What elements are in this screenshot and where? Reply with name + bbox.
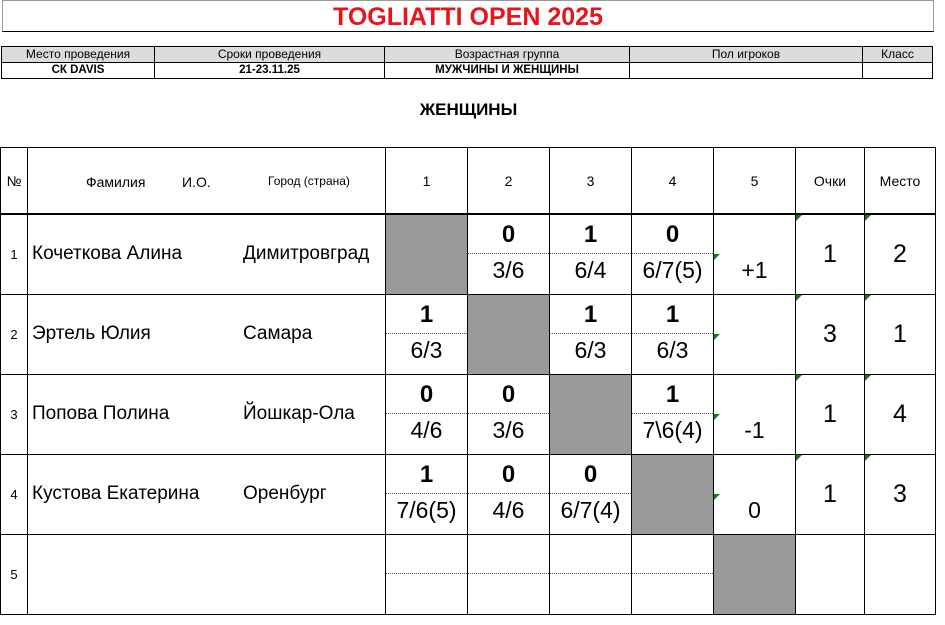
match-result-cell — [632, 214, 714, 295]
dotted-divider — [386, 413, 467, 414]
match-games: 7\6(4) — [642, 417, 703, 443]
player-city: Йошкар-Ола — [243, 403, 355, 424]
match-result-cell — [632, 295, 714, 375]
cell-note-marker — [714, 494, 720, 500]
match-result-cell — [550, 455, 632, 535]
match-result-cell — [468, 214, 550, 295]
match-result-cell — [386, 535, 468, 615]
player-number: 4 — [1, 455, 28, 535]
cell-note-marker — [714, 254, 720, 260]
match-result-cell — [468, 455, 550, 535]
match-result-cell — [386, 295, 468, 375]
points-value: 1 — [823, 400, 837, 428]
cell-note-marker — [796, 455, 802, 461]
info-header-gender: Пол игроков — [630, 47, 863, 63]
match-result-cell — [468, 375, 550, 455]
match-score: 0 — [501, 221, 516, 248]
place-value: 1 — [893, 320, 907, 348]
player-row — [1, 295, 936, 375]
player-place — [865, 455, 936, 535]
dotted-divider — [550, 253, 631, 254]
cell-note-marker — [865, 455, 871, 461]
cell-note-marker — [796, 375, 802, 381]
match-result-cell — [632, 375, 714, 455]
tournament-info-table — [1, 46, 933, 79]
match-games: 3/6 — [492, 417, 525, 443]
self-match-cell — [468, 295, 550, 375]
group-subtitle: ЖЕНЩИНЫ — [419, 100, 518, 119]
place-value: 3 — [893, 480, 907, 508]
match-games: 6/7(4) — [560, 497, 621, 523]
info-dates: 21-23.11.25 — [155, 63, 385, 79]
player-place — [865, 295, 936, 375]
match-games: 4/6 — [410, 417, 443, 443]
self-match-cell — [632, 455, 714, 535]
points-value: 1 — [823, 480, 837, 508]
match-result-cell — [632, 535, 714, 615]
player-info-cell — [28, 535, 386, 615]
dotted-divider — [468, 413, 549, 414]
match-games: 6/3 — [574, 337, 607, 363]
player-points — [796, 295, 865, 375]
match-score: 0 — [501, 381, 516, 408]
match-result-cell — [714, 214, 796, 295]
page-title: TOGLIATTI OPEN 2025 — [2, 0, 934, 32]
place-value: 2 — [893, 240, 907, 268]
player-number: 5 — [1, 535, 28, 615]
match-score: 1 — [665, 301, 680, 328]
dotted-divider — [632, 573, 713, 574]
match-score: 0 — [419, 381, 434, 408]
info-age-group: МУЖЧИНЫ И ЖЕНЩИНЫ — [385, 63, 630, 79]
player-number: 2 — [1, 295, 28, 375]
info-header-venue: Место проведения — [2, 47, 155, 63]
dotted-divider — [468, 253, 549, 254]
self-match-cell — [550, 375, 632, 455]
match-result-cell — [550, 214, 632, 295]
player-city: Оренбург — [243, 483, 327, 504]
dotted-divider — [632, 333, 713, 334]
match-score: 1 — [419, 301, 434, 328]
player-city: Самара — [243, 323, 313, 344]
info-header-class: Класс — [863, 47, 933, 63]
match-result-cell — [714, 375, 796, 455]
dotted-divider — [550, 493, 631, 494]
match-score: 0 — [583, 461, 598, 488]
cell-note-marker — [865, 295, 871, 301]
results-grid — [0, 147, 936, 615]
player-row — [1, 455, 936, 535]
dotted-divider — [386, 573, 467, 574]
player-name: Эртель Юлия — [32, 323, 151, 344]
dotted-divider — [550, 333, 631, 334]
game-difference: +1 — [741, 257, 768, 283]
cell-note-marker — [865, 215, 871, 221]
match-score: 0 — [665, 221, 680, 248]
header-opponent-3: 3 — [550, 148, 632, 215]
header-initials: И.О. — [182, 174, 211, 190]
cell-note-marker — [865, 375, 871, 381]
player-info-cell — [28, 375, 386, 455]
points-value: 1 — [823, 240, 837, 268]
cell-note-marker — [714, 334, 720, 340]
match-score: 1 — [583, 221, 598, 248]
match-score: 1 — [419, 461, 434, 488]
player-city: Димитровград — [243, 243, 370, 264]
header-opponent-2: 2 — [468, 148, 550, 215]
dotted-divider — [386, 333, 467, 334]
player-row — [1, 375, 936, 455]
info-gender — [630, 63, 863, 79]
player-name: Попова Полина — [32, 403, 170, 424]
match-games: 3/6 — [492, 257, 525, 283]
header-surname: Фамилия — [86, 174, 146, 190]
info-header-dates: Сроки проведения — [155, 47, 385, 63]
place-value: 4 — [893, 400, 907, 428]
header-points: Очки — [796, 148, 865, 215]
player-place — [865, 214, 936, 295]
player-name: Кочеткова Алина — [32, 243, 183, 264]
match-games: 4/6 — [492, 497, 525, 523]
match-result-cell — [386, 455, 468, 535]
player-info-cell — [28, 295, 386, 375]
game-difference: 0 — [748, 497, 761, 523]
dotted-divider — [550, 573, 631, 574]
info-class — [863, 63, 933, 79]
header-player — [28, 148, 386, 215]
self-match-cell — [386, 214, 468, 295]
header-city: Город (страна) — [268, 174, 350, 188]
header-opponent-1: 1 — [386, 148, 468, 215]
header-place: Место — [865, 148, 936, 215]
match-result-cell — [550, 535, 632, 615]
dotted-divider — [632, 413, 713, 414]
dotted-divider — [386, 493, 467, 494]
match-games: 6/3 — [410, 337, 443, 363]
cell-note-marker — [714, 414, 720, 420]
match-games: 6/3 — [656, 337, 689, 363]
match-games: 6/7(5) — [642, 257, 703, 283]
points-value: 3 — [823, 320, 837, 348]
player-place — [865, 375, 936, 455]
match-result-cell — [468, 535, 550, 615]
header-opponent-5: 5 — [714, 148, 796, 215]
player-row — [1, 214, 936, 295]
match-games: 7/6(5) — [396, 497, 457, 523]
game-difference: -1 — [744, 417, 765, 443]
cell-note-marker — [796, 295, 802, 301]
player-info-cell — [28, 214, 386, 295]
player-points — [796, 455, 865, 535]
player-number: 1 — [1, 214, 28, 295]
match-result-cell — [550, 295, 632, 375]
header-opponent-4: 4 — [632, 148, 714, 215]
dotted-divider — [468, 573, 549, 574]
self-match-cell — [714, 535, 796, 615]
player-points — [796, 375, 865, 455]
cell-note-marker — [796, 215, 802, 221]
match-score: 1 — [583, 301, 598, 328]
player-row — [1, 535, 936, 615]
player-points — [796, 535, 865, 615]
dotted-divider — [468, 493, 549, 494]
match-result-cell — [714, 295, 796, 375]
player-number: 3 — [1, 375, 28, 455]
match-score: 1 — [665, 381, 680, 408]
player-info-cell — [28, 455, 386, 535]
player-points — [796, 214, 865, 295]
match-result-cell — [714, 455, 796, 535]
match-games: 6/4 — [574, 257, 607, 283]
header-num: № — [1, 148, 28, 215]
info-header-age-group: Возрастная группа — [385, 47, 630, 63]
match-score: 0 — [501, 461, 516, 488]
info-venue: СК DAVIS — [2, 63, 155, 79]
player-name: Кустова Екатерина — [32, 483, 200, 504]
player-place — [865, 535, 936, 615]
match-result-cell — [386, 375, 468, 455]
dotted-divider — [632, 253, 713, 254]
